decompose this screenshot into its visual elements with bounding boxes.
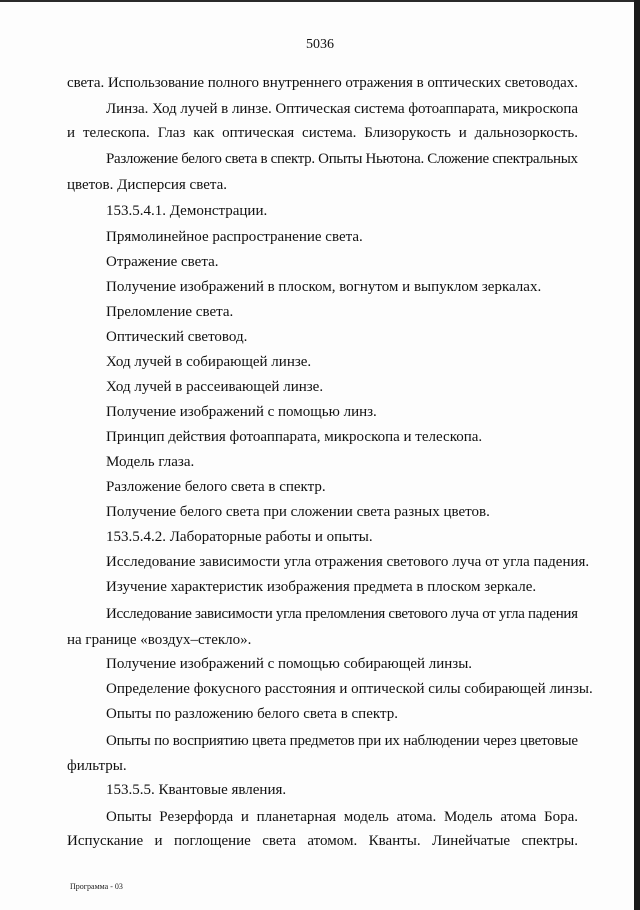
- text-line: Исследование зависимости угла преломления светового луча от угла падения: [106, 606, 578, 622]
- text-line: Модель глаза.: [106, 454, 195, 470]
- text-line: Разложение белого света в спектр. Опыты Ньютона. Сложение спектральных: [106, 151, 578, 167]
- text-line: Ход лучей в собирающей линзе.: [106, 354, 312, 370]
- text-line: Линза. Ход лучей в линзе. Оптическая система фотоаппарата, микроскопа: [106, 101, 578, 117]
- scan-edge-top: [0, 0, 640, 2]
- footer-label: Программа - 03: [70, 882, 123, 891]
- text-line: Получение изображений с помощью линз.: [106, 404, 377, 420]
- text-line: Ход лучей в рассеивающей линзе.: [106, 379, 324, 395]
- section-heading: 153.5.4.1. Демонстрации.: [106, 203, 268, 219]
- text-line: Получение изображений в плоском, вогнутом и выпуклом зеркалах.: [106, 279, 542, 295]
- text-line: и телескопа. Глаз как оптическая система. Близорукость и дальнозоркость.: [67, 125, 578, 141]
- text-line: Прямолинейное распространение света.: [106, 229, 363, 245]
- text-line: цветов. Дисперсия света.: [67, 177, 228, 193]
- scan-edge-right: [634, 0, 640, 910]
- section-heading: 153.5.5. Квантовые явления.: [106, 782, 287, 798]
- section-heading: 153.5.4.2. Лабораторные работы и опыты.: [106, 529, 373, 545]
- text-line: Преломление света.: [106, 304, 234, 320]
- text-line: Разложение белого света в спектр.: [106, 479, 326, 495]
- text-line: Оптический световод.: [106, 329, 248, 345]
- page-number: 5036: [306, 37, 334, 52]
- text-line: света. Использование полного внутреннего отражения в оптических световодах.: [67, 75, 578, 91]
- text-line: на границе «воздух–стекло».: [67, 632, 252, 648]
- text-line: Испускание и поглощение света атомом. Кванты. Линейчатые спектры.: [67, 833, 578, 849]
- text-line: Принцип действия фотоаппарата, микроскопа и телескопа.: [106, 429, 483, 445]
- text-line: Опыты Резерфорда и планетарная модель атома. Модель атома Бора.: [106, 809, 578, 825]
- text-line: Опыты по восприятию цвета предметов при их наблюдении через цветовые: [106, 733, 578, 749]
- text-line: Получение изображений с помощью собирающей линзы.: [106, 656, 473, 672]
- text-line: Определение фокусного расстояния и оптической силы собирающей линзы.: [106, 681, 593, 697]
- text-line: Опыты по разложению белого света в спектр.: [106, 706, 398, 722]
- text-line: Изучение характеристик изображения предмета в плоском зеркале.: [106, 579, 537, 595]
- text-line: Исследование зависимости угла отражения светового луча от угла падения.: [106, 554, 590, 570]
- text-line: Отражение света.: [106, 254, 219, 270]
- text-line: фильтры.: [67, 758, 127, 774]
- text-line: Получение белого света при сложении света разных цветов.: [106, 504, 490, 520]
